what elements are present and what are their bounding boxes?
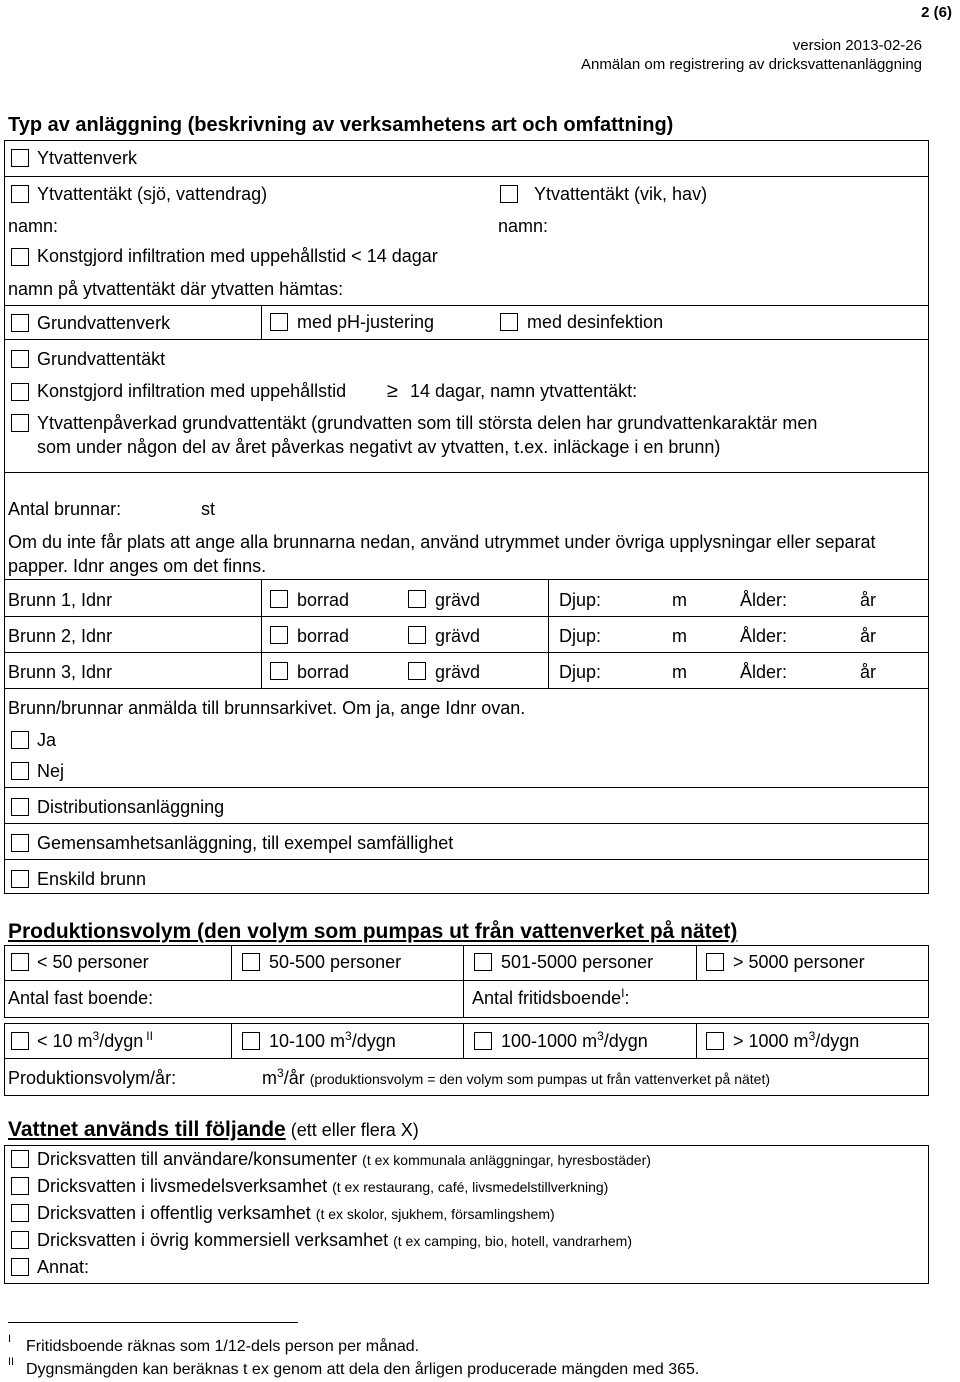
- use-title: Vattnet används till följande: [8, 1118, 286, 1141]
- grundvattentakt-checkbox[interactable]: [11, 350, 29, 368]
- ytvattenpaverkad-label-2: som under någon del av året påverkas negativt av ytvatten, t.ex. inläckage i en brunn): [37, 437, 721, 457]
- use-title-row: [8, 1118, 419, 1142]
- vol-gt1000-label: [733, 1031, 859, 1052]
- konstgjord-ge14-label: Konstgjord infiltration med uppehållstid: [37, 381, 347, 401]
- brunn-1-gravd-label: grävd: [435, 590, 481, 610]
- use-livsmedel-label: Dricksvatten i livsmedelsverksamhet: [37, 1176, 328, 1196]
- brunn-2-label: Brunn 2, Idnr: [8, 626, 113, 646]
- brunn-2-gravd-checkbox[interactable]: [408, 626, 426, 644]
- ytvattenpaverkad-checkbox[interactable]: [11, 414, 29, 432]
- vol-gt1000-exp: 3: [808, 1029, 816, 1043]
- ytvattentakt-vik-checkbox[interactable]: [500, 185, 518, 203]
- desinfektion-label: med desinfektion: [527, 312, 664, 332]
- distribution-label: Distributionsanläggning: [37, 797, 225, 817]
- vol-gt1000-unit: /dygn: [815, 1031, 860, 1051]
- persons-lt50-label: < 50 personer: [37, 952, 149, 972]
- use-livsmedel-note: (t ex restaurang, café, livsmedelstillverkning): [332, 1179, 609, 1195]
- brunn-1-m-unit: m: [672, 590, 687, 610]
- form-title: Anmälan om registrering av dricksvattenanläggning: [580, 56, 922, 73]
- brunn-3-djup-label: Djup:: [559, 662, 602, 682]
- brunn-3-alder-label: Ålder:: [740, 662, 788, 682]
- grundvattenverk-checkbox[interactable]: [11, 314, 29, 332]
- vol-lt10-checkbox[interactable]: [11, 1032, 29, 1050]
- nej-label: Nej: [37, 761, 65, 781]
- footnote-2-mark: II: [8, 1356, 15, 1368]
- vol-gt1000-checkbox[interactable]: [706, 1032, 724, 1050]
- prod-unit-m: m: [262, 1068, 277, 1088]
- vol-10-100-text: 10-100 m: [269, 1031, 346, 1051]
- prod-unit-exp: 3: [277, 1066, 284, 1080]
- ytvattentakt-sjo-label: Ytvattentäkt (sjö, vattendrag): [37, 184, 268, 204]
- konstgjord-lt14-checkbox[interactable]: [11, 248, 29, 266]
- section-type-title: Typ av anläggning (beskrivning av verksamhetens art och omfattning): [8, 114, 674, 136]
- desinfektion-checkbox[interactable]: [500, 313, 518, 331]
- vol-10-100-label: [269, 1031, 396, 1052]
- use-konsumenter-note: (t ex kommunala anläggningar, hyresbostäder): [362, 1152, 651, 1168]
- brunn-3-borrad-checkbox[interactable]: [270, 662, 288, 680]
- brunn-3-borrad-label: borrad: [297, 662, 350, 682]
- brunn-3-m-unit: m: [672, 662, 687, 682]
- persons-50-500-checkbox[interactable]: [242, 953, 260, 971]
- nej-checkbox[interactable]: [11, 762, 29, 780]
- grundvattenverk-label: Grundvattenverk: [37, 313, 171, 333]
- brunn-1-djup-label: Djup:: [559, 590, 602, 610]
- use-annat-label: Annat:: [37, 1257, 90, 1277]
- antal-fast-label: Antal fast boende:: [8, 988, 154, 1008]
- brunn-3-ar-unit: år: [860, 662, 877, 682]
- enskild-checkbox[interactable]: [11, 870, 29, 888]
- brunn-2-alder-label: Ålder:: [740, 626, 788, 646]
- brunn-1-gravd-checkbox[interactable]: [408, 590, 426, 608]
- vol-lt10-exp: 3: [92, 1029, 100, 1043]
- ge-symbol: ≥: [387, 380, 398, 402]
- brunn-3-gravd-label: grävd: [435, 662, 481, 682]
- brunn-1-label: Brunn 1, Idnr: [8, 590, 113, 610]
- namn-ytvattentakt-label: namn på ytvattentäkt där ytvatten hämtas:: [8, 279, 344, 299]
- antal-fritid-label: [472, 988, 629, 1009]
- footnote-1-text: Fritidsboende räknas som 1/12-dels person per månad.: [26, 1338, 420, 1355]
- use-kommersiell-note: (t ex camping, bio, hotell, vandrarhem): [393, 1233, 632, 1249]
- ytvattentakt-vik-label: Ytvattentäkt (vik, hav): [534, 184, 708, 204]
- footnote-1-mark: I: [8, 1333, 12, 1345]
- grundvattentakt-label: Grundvattentäkt: [37, 349, 166, 369]
- om-du-inte-text: Om du inte får plats att ange alla brunnarna nedan, använd utrymmet under övriga upplysningar eller separat papper. Idnr anges om det finns.: [8, 532, 876, 576]
- production-title: Produktionsvolym (den volym som pumpas ut från vattenverket på nätet): [8, 920, 738, 943]
- vol-100-1000-label: [501, 1031, 648, 1052]
- persons-501-5000-label: 501-5000 personer: [501, 952, 654, 972]
- brunn-1-ar-unit: år: [860, 590, 877, 610]
- brunn-3-gravd-checkbox[interactable]: [408, 662, 426, 680]
- persons-lt50-checkbox[interactable]: [11, 953, 29, 971]
- vol-100-1000-text: 100-1000 m: [501, 1031, 598, 1051]
- brunnsarkivet-label: Brunn/brunnar anmälda till brunnsarkivet. Om ja, ange Idnr ovan.: [8, 698, 526, 718]
- distribution-checkbox[interactable]: [11, 798, 29, 816]
- prod-unit: [262, 1068, 770, 1089]
- prod-note: (produktionsvolym = den volym som pumpas ut från vattenverket på nätet): [309, 1071, 770, 1087]
- use-offentlig-row: [37, 1203, 555, 1224]
- prod-unit-year: /år: [283, 1068, 305, 1088]
- version-label: version 2013-02-26: [792, 37, 922, 54]
- prod-label: Produktionsvolym/år:: [8, 1068, 177, 1088]
- ph-justering-checkbox[interactable]: [270, 313, 288, 331]
- use-konsumenter-label: Dricksvatten till användare/konsumenter: [37, 1149, 358, 1169]
- vol-100-1000-exp: 3: [597, 1029, 604, 1043]
- use-konsumenter-row: [37, 1149, 651, 1170]
- ytvattentakt-sjo-checkbox[interactable]: [11, 185, 29, 203]
- antal-brunnar-label: Antal brunnar:: [8, 499, 122, 519]
- use-livsmedel-row: [37, 1176, 608, 1197]
- antal-fritid-footnote-mark: I: [621, 986, 625, 1000]
- brunn-2-borrad-label: borrad: [297, 626, 350, 646]
- konstgjord-ge14-rest: 14 dagar, namn ytvattentäkt:: [410, 381, 638, 401]
- brunn-2-borrad-checkbox[interactable]: [270, 626, 288, 644]
- vol-10-100-checkbox[interactable]: [242, 1032, 260, 1050]
- ytvattenverk-checkbox[interactable]: [11, 149, 29, 167]
- persons-gt5000-label: > 5000 personer: [733, 952, 865, 972]
- use-kommersiell-row: [37, 1230, 632, 1251]
- antal-fritid-text: Antal fritidsboende: [472, 988, 622, 1008]
- namn-label-vik: namn:: [498, 216, 549, 236]
- brunn-2-m-unit: m: [672, 626, 687, 646]
- use-annat-checkbox[interactable]: [11, 1258, 29, 1276]
- konstgjord-ge14-checkbox[interactable]: [11, 383, 29, 401]
- footnote-2-text: Dygnsmängden kan beräknas t ex genom att dela den årligen producerade mängden med 365.: [26, 1361, 700, 1378]
- use-kommersiell-label: Dricksvatten i övrig kommersiell verksamhet: [37, 1230, 389, 1250]
- antal-brunnar-unit: st: [201, 499, 216, 519]
- vol-lt10-text: < 10 m: [37, 1031, 93, 1051]
- brunn-1-borrad-checkbox[interactable]: [270, 590, 288, 608]
- namn-label-sjo: namn:: [8, 216, 59, 236]
- persons-501-5000-checkbox[interactable]: [474, 953, 492, 971]
- vol-lt10-footnote-mark: II: [146, 1029, 153, 1043]
- ph-justering-label: med pH-justering: [297, 312, 435, 332]
- brunn-2-djup-label: Djup:: [559, 626, 602, 646]
- antal-fritid-colon: :: [624, 988, 630, 1008]
- ja-label: Ja: [37, 730, 57, 750]
- enskild-label: Enskild brunn: [37, 869, 147, 889]
- brunn-3-label: Brunn 3, Idnr: [8, 662, 113, 682]
- vol-10-100-exp: 3: [345, 1029, 352, 1043]
- brunn-1-borrad-label: borrad: [297, 590, 350, 610]
- use-kommersiell-checkbox[interactable]: [11, 1231, 29, 1249]
- persons-50-500-label: 50-500 personer: [269, 952, 402, 972]
- vol-lt10-label: [37, 1031, 153, 1052]
- vol-100-1000-unit: /dygn: [603, 1031, 648, 1051]
- konstgjord-lt14-label: Konstgjord infiltration med uppehållstid < 14 dagar: [37, 246, 438, 266]
- vol-gt1000-text: > 1000 m: [733, 1031, 809, 1051]
- vol-10-100-unit: /dygn: [351, 1031, 396, 1051]
- ytvattenverk-label: Ytvattenverk: [37, 148, 138, 168]
- ytvattenpaverkad-label-1: Ytvattenpåverkad grundvattentäkt (grundvatten som till största delen har grundvattenkaraktär men: [37, 413, 818, 433]
- use-title-note: (ett eller flera X): [290, 1120, 419, 1140]
- brunn-2-ar-unit: år: [860, 626, 877, 646]
- ja-checkbox[interactable]: [11, 731, 29, 749]
- brunn-1-alder-label: Ålder:: [740, 590, 788, 610]
- use-konsumenter-checkbox[interactable]: [11, 1150, 29, 1168]
- gemensamhet-label: Gemensamhetsanläggning, till exempel samfällighet: [37, 833, 454, 853]
- vol-lt10-unit: /dygn: [99, 1031, 144, 1051]
- use-offentlig-note: (t ex skolor, sjukhem, församlingshem): [315, 1206, 555, 1222]
- vol-100-1000-checkbox[interactable]: [474, 1032, 492, 1050]
- gemensamhet-checkbox[interactable]: [11, 834, 29, 852]
- use-offentlig-label: Dricksvatten i offentlig verksamhet: [37, 1203, 311, 1223]
- use-livsmedel-checkbox[interactable]: [11, 1177, 29, 1195]
- page-number: 2 (6): [921, 4, 952, 21]
- footnote-separator: [8, 1322, 298, 1323]
- use-offentlig-checkbox[interactable]: [11, 1204, 29, 1222]
- persons-gt5000-checkbox[interactable]: [706, 953, 724, 971]
- brunn-2-gravd-label: grävd: [435, 626, 481, 646]
